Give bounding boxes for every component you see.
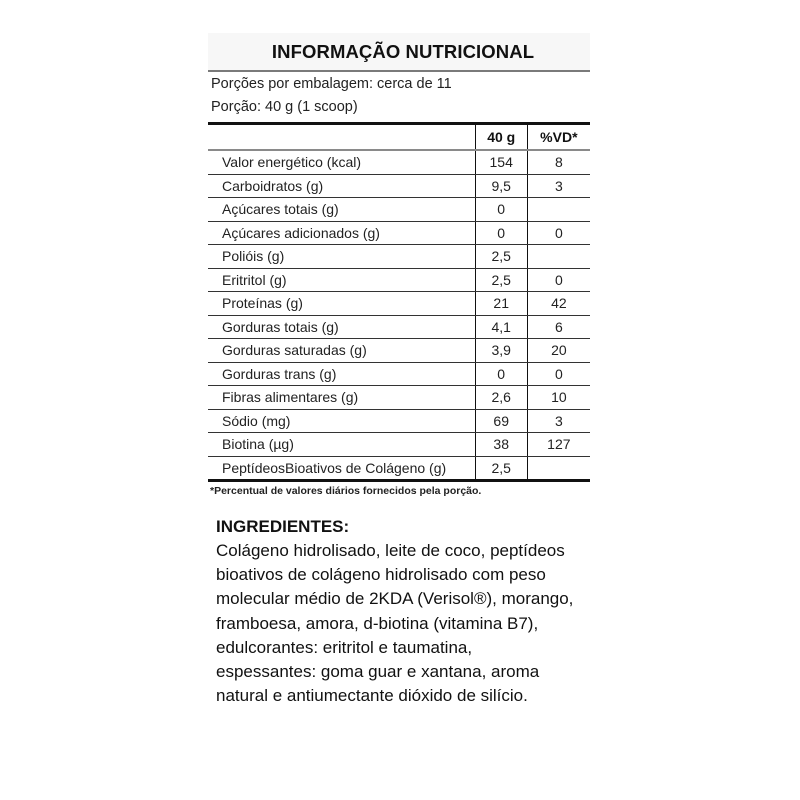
nutrient-amount: 2,5: [475, 456, 527, 481]
ingredients-text: [216, 539, 596, 708]
nutrient-amount: 4,1: [475, 315, 527, 339]
servings-per-package: Porções por embalagem: cerca de 11: [211, 76, 452, 92]
nutrition-title-band: [208, 33, 590, 72]
nutrition-row: [208, 386, 590, 410]
ingredients-line: edulcorantes: eritritol e taumatina,: [216, 637, 473, 657]
nutrient-daily-value: 0: [527, 268, 590, 292]
nutrient-daily-value: 8: [527, 150, 590, 174]
nutrient-name: Gorduras saturadas (g): [208, 339, 475, 363]
nutrient-name: Biotina (µg): [208, 433, 475, 457]
header-amount: 40 g: [475, 124, 527, 151]
ingredients-line: espessantes: goma guar e xantana, aroma: [216, 661, 540, 681]
nutrient-name: Carboidratos (g): [208, 174, 475, 198]
nutrient-amount: 0: [475, 221, 527, 245]
nutrient-amount: 21: [475, 292, 527, 316]
nutrition-row: [208, 150, 590, 174]
nutrition-facts-panel: [208, 33, 590, 497]
ingredients-section: [216, 514, 596, 708]
nutrient-daily-value: 42: [527, 292, 590, 316]
nutrition-title: INFORMAÇÃO NUTRICIONAL: [271, 40, 535, 62]
nutrition-row: [208, 292, 590, 316]
ingredients-line: bioativos de colágeno hidrolisado com peso: [216, 565, 546, 585]
nutrient-amount: 38: [475, 433, 527, 457]
nutrient-name: Proteínas (g): [208, 292, 475, 316]
nutrition-row: [208, 245, 590, 269]
nutrient-daily-value: 0: [527, 221, 590, 245]
ingredients-line: Colágeno hidrolisado, leite de coco, peptídeos: [216, 541, 565, 560]
nutrition-table: [208, 122, 590, 482]
nutrient-daily-value: [527, 245, 590, 269]
nutrient-name: Gorduras trans (g): [208, 362, 475, 386]
nutrition-row: [208, 315, 590, 339]
nutrition-row: [208, 433, 590, 457]
nutrition-row: [208, 362, 590, 386]
nutrient-name: Gorduras totais (g): [208, 315, 475, 339]
nutrient-amount: 69: [475, 409, 527, 433]
nutrition-row: [208, 409, 590, 433]
nutrient-name: Valor energético (kcal): [208, 150, 475, 174]
nutrient-daily-value: 10: [527, 386, 590, 410]
nutrient-amount: 2,6: [475, 386, 527, 410]
nutrient-daily-value: 3: [527, 409, 590, 433]
nutrient-amount: 0: [475, 198, 527, 222]
daily-value-footnote: *Percentual de valores diários fornecidos pela porção.: [210, 485, 482, 497]
nutrient-name: Fibras alimentares (g): [208, 386, 475, 410]
nutrient-daily-value: [527, 456, 590, 481]
nutrition-row: [208, 174, 590, 198]
ingredients-line: molecular médio de 2KDA (Verisol®), morango,: [216, 589, 574, 609]
nutrient-amount: 9,5: [475, 174, 527, 198]
nutrient-amount: 0: [475, 362, 527, 386]
nutrition-row: [208, 198, 590, 222]
nutrient-daily-value: 3: [527, 174, 590, 198]
nutrition-row: [208, 268, 590, 292]
nutrient-daily-value: [527, 198, 590, 222]
nutrient-daily-value: 127: [527, 433, 590, 457]
nutrient-amount: 154: [475, 150, 527, 174]
nutrient-daily-value: 20: [527, 339, 590, 363]
nutrient-name: Polióis (g): [208, 245, 475, 269]
nutrient-name: Açúcares totais (g): [208, 198, 475, 222]
ingredients-line: framboesa, amora, d-biotina (vitamina B7),: [216, 613, 539, 633]
nutrition-table-header: [208, 124, 590, 151]
nutrient-name: Sódio (mg): [208, 409, 475, 433]
nutrient-amount: 2,5: [475, 268, 527, 292]
serving-size: Porção: 40 g (1 scoop): [211, 99, 358, 115]
nutrient-daily-value: 0: [527, 362, 590, 386]
nutrient-name: PeptídeosBioativos de Colágeno (g): [222, 459, 447, 476]
nutrition-row: [208, 456, 590, 481]
nutrition-row: [208, 221, 590, 245]
header-nutrient: [208, 124, 475, 151]
nutrition-row: [208, 339, 590, 363]
ingredients-line: natural e antiumectante dióxido de silício.: [216, 686, 528, 706]
header-daily-value: %VD*: [527, 124, 590, 151]
nutrient-name: Eritritol (g): [208, 268, 475, 292]
nutrient-amount: 2,5: [475, 245, 527, 269]
nutrient-name: Açúcares adicionados (g): [208, 221, 475, 245]
nutrient-daily-value: 6: [527, 315, 590, 339]
nutrition-table-body: [208, 150, 590, 481]
nutrient-amount: 3,9: [475, 339, 527, 363]
ingredients-heading: INGREDIENTES:: [216, 517, 350, 536]
